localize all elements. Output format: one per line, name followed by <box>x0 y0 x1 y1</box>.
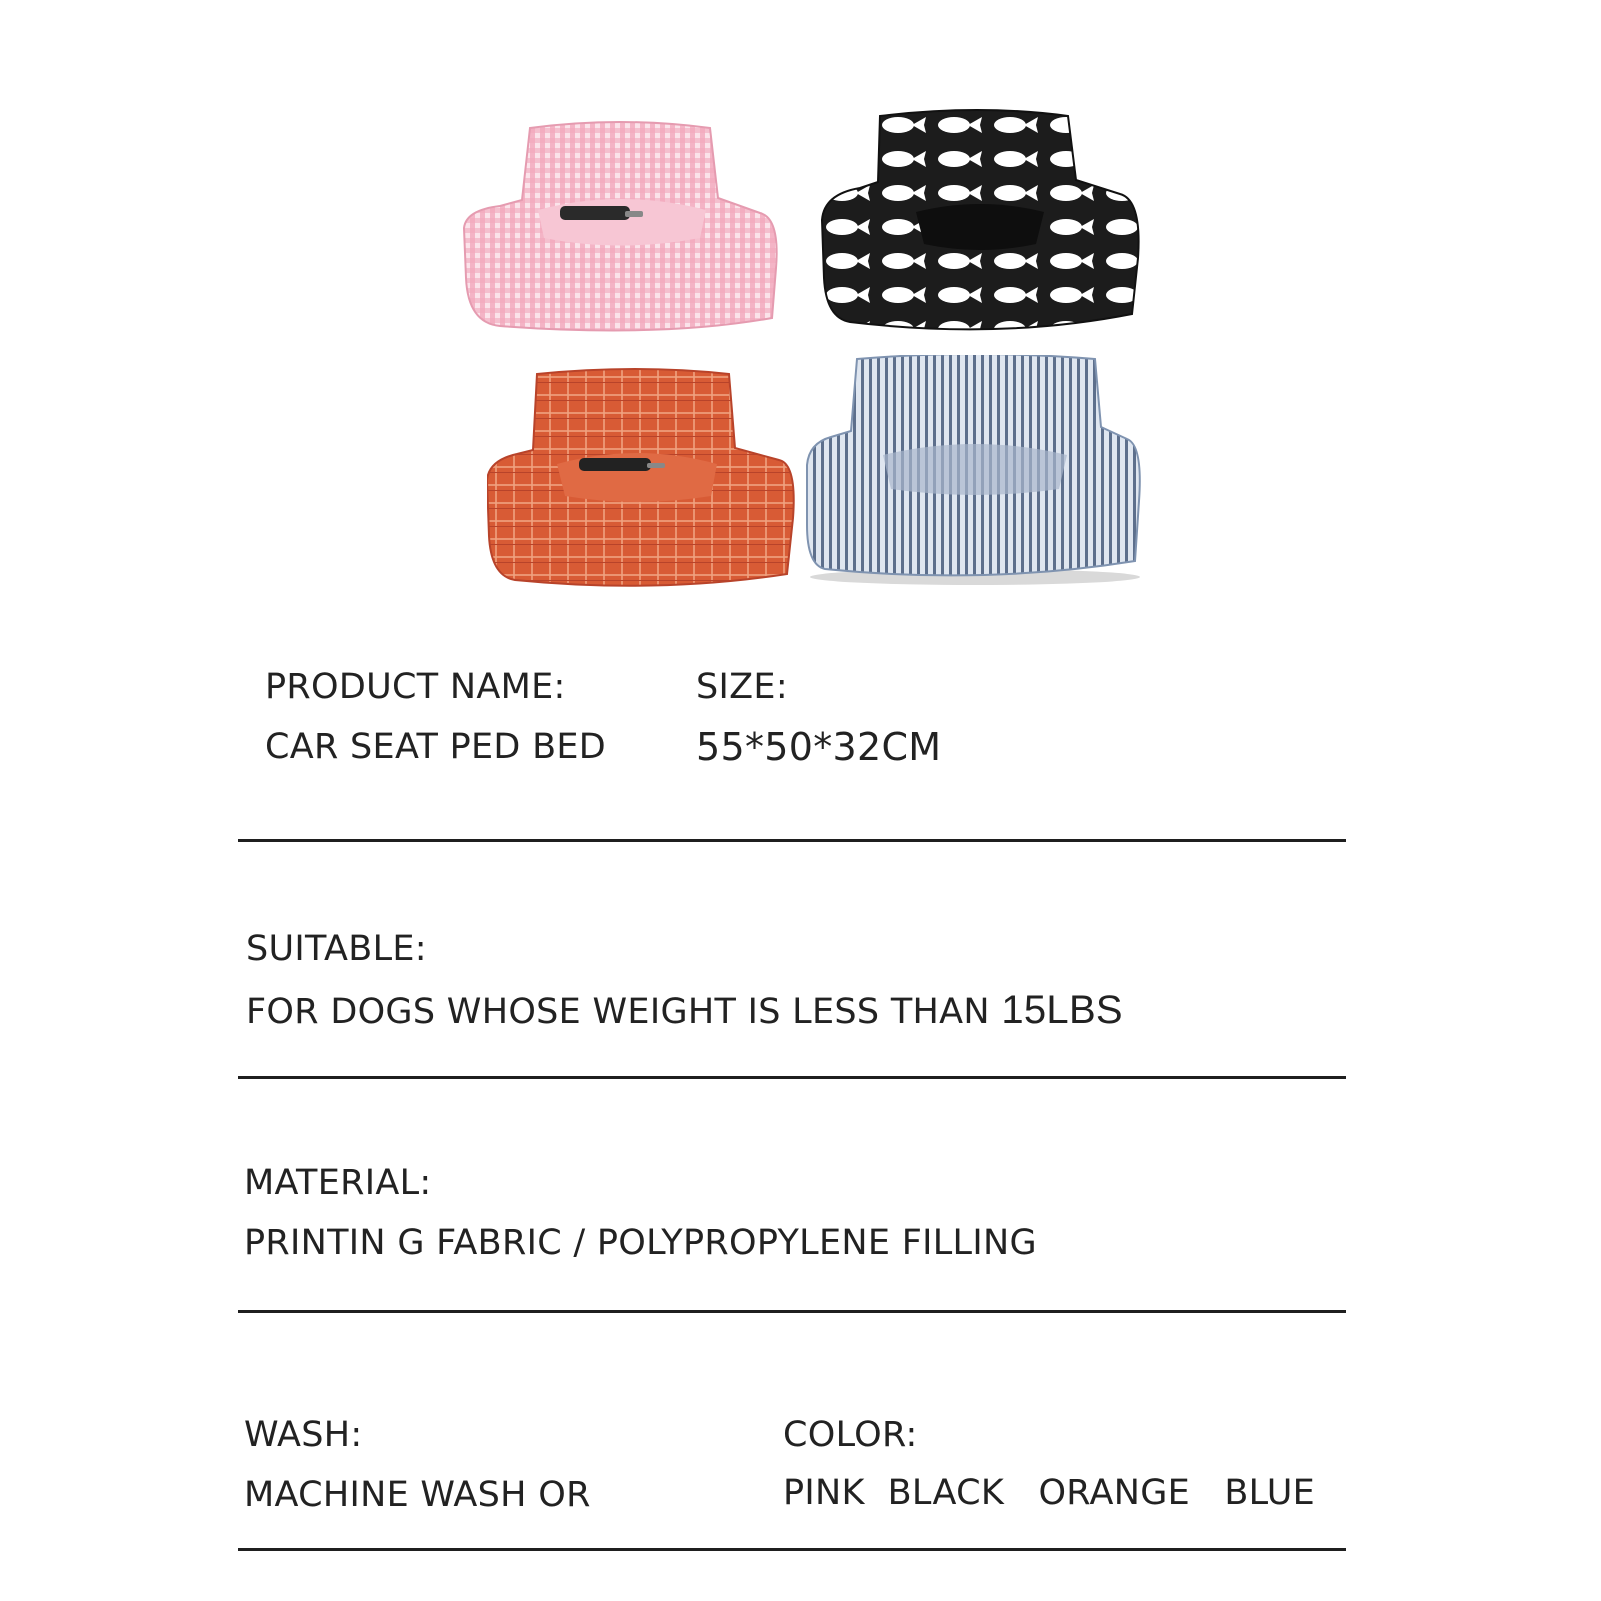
product-image-blue <box>805 355 1143 587</box>
divider-1 <box>238 839 1346 842</box>
color-option-pink: PINK <box>783 1473 865 1513</box>
suitable-text: FOR DOGS WHOSE WEIGHT IS LESS THAN <box>246 992 990 1032</box>
product-name-label: PRODUCT NAME: <box>265 667 566 707</box>
product-image-pink <box>460 118 780 336</box>
color-options <box>783 1473 1316 1513</box>
suitable-weight: 15LBS <box>1001 988 1123 1032</box>
product-image-orange <box>487 368 797 590</box>
color-option-orange: ORANGE <box>1038 1473 1191 1513</box>
color-label: COLOR: <box>783 1415 918 1455</box>
wash-label: WASH: <box>244 1415 363 1455</box>
divider-3 <box>238 1310 1346 1313</box>
color-option-black: BLACK <box>887 1473 1005 1513</box>
product-image-black <box>820 108 1142 336</box>
divider-2 <box>238 1076 1346 1079</box>
color-option-blue: BLUE <box>1224 1473 1316 1513</box>
suitable-value <box>246 990 1123 1030</box>
material-value: PRINTIN G FABRIC / POLYPROPYLENE FILLING <box>244 1223 1037 1263</box>
product-name-value: CAR SEAT PED BED <box>265 727 607 767</box>
size-value: 55*50*32CM <box>696 725 942 769</box>
wash-value: MACHINE WASH OR <box>244 1475 591 1515</box>
divider-4 <box>238 1548 1346 1551</box>
suitable-label: SUITABLE: <box>246 929 427 969</box>
material-label: MATERIAL: <box>244 1163 432 1203</box>
size-label: SIZE: <box>696 667 788 707</box>
